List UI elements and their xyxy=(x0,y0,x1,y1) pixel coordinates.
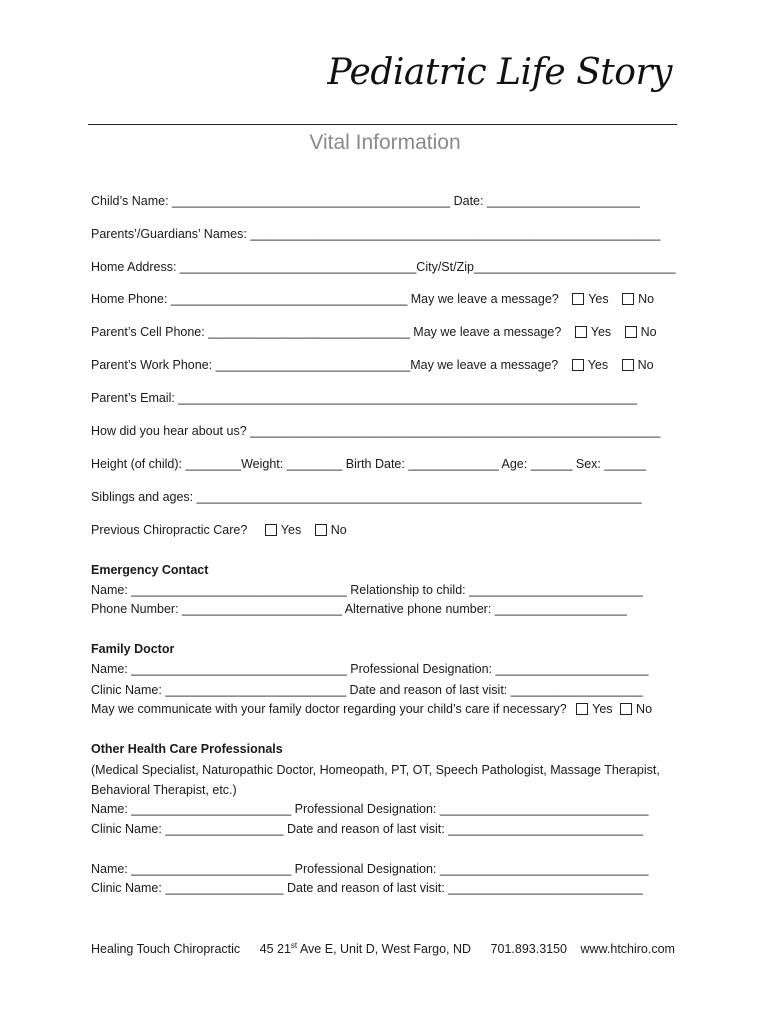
footer-phone: 701.893.3150 xyxy=(490,942,568,956)
professional-2-clinic-field[interactable]: Clinic Name: _________________ Date and reason of last visit: ____________________________ xyxy=(91,881,643,895)
work-phone-no-checkbox[interactable] xyxy=(622,359,634,371)
home-address-field[interactable]: Home Address: __________________________________City/St/Zip_____________________________ xyxy=(91,260,676,274)
no-label: No xyxy=(638,292,655,306)
footer-address-rest: Ave E, Unit D, West Fargo, ND xyxy=(297,942,472,956)
height-weight-field[interactable]: Height (of child): ________Weight: ________ Birth Date: _____________ Age: ______ Sex: ______ xyxy=(91,457,647,471)
yes-label: Yes xyxy=(590,325,612,339)
family-doctor-heading: Family Doctor xyxy=(91,642,175,656)
yes-label: Yes xyxy=(592,702,613,716)
professional-1-name-field[interactable]: Name: _______________________ Professional Designation: ______________________________ xyxy=(91,802,649,816)
referral-source-field[interactable]: How did you hear about us? ___________________________________________________________ xyxy=(91,424,661,438)
consent-no-checkbox[interactable] xyxy=(620,703,632,715)
footer-address xyxy=(260,942,471,956)
professional-2-name-field[interactable]: Name: _______________________ Professional Designation: ______________________________ xyxy=(91,862,649,876)
cell-phone-row xyxy=(91,324,657,340)
emergency-name-field[interactable]: Name: _______________________________ Relationship to child: _________________________ xyxy=(91,583,643,597)
footer xyxy=(91,942,675,956)
emergency-phone-field[interactable]: Phone Number: _______________________ Alternative phone number: ___________________ xyxy=(91,602,627,616)
doctor-consent-row xyxy=(91,701,652,717)
professional-1-clinic-field[interactable]: Clinic Name: _________________ Date and reason of last visit: ____________________________ xyxy=(91,822,643,836)
yes-label: Yes xyxy=(588,292,609,306)
previous-chiro-label: Previous Chiropractic Care? xyxy=(91,523,248,537)
form-subtitle: Vital Information xyxy=(309,131,461,154)
other-professionals-examples: (Medical Specialist, Naturopathic Doctor, Homeopath, PT, OT, Speech Pathologist, Massage Therapist, xyxy=(91,763,660,777)
other-professionals-examples-cont: Behavioral Therapist, etc.) xyxy=(91,783,237,797)
work-phone-row xyxy=(91,357,654,373)
title-divider xyxy=(88,124,677,125)
home-phone-row xyxy=(91,291,654,307)
consent-yes-checkbox[interactable] xyxy=(576,703,588,715)
form-title: Pediatric Life Story xyxy=(327,52,672,93)
yes-label: Yes xyxy=(280,523,302,537)
no-label: No xyxy=(330,523,347,537)
no-label: No xyxy=(640,325,657,339)
childs-name-field[interactable]: Child’s Name: ________________________________________ Date: ______________________ xyxy=(91,194,640,208)
home-phone-yes-checkbox[interactable] xyxy=(572,293,584,305)
work-phone-field[interactable]: Parent’s Work Phone: ____________________________May we leave a message? xyxy=(91,358,559,372)
emergency-contact-heading: Emergency Contact xyxy=(91,563,209,577)
guardians-names-field[interactable]: Parents’/Guardians’ Names: ___________________________________________________________ xyxy=(91,227,661,241)
footer-website[interactable]: www.htchiro.com xyxy=(580,942,675,956)
chiro-no-checkbox[interactable] xyxy=(315,524,327,536)
footer-address-number: 45 21 xyxy=(259,942,291,956)
doctor-clinic-field[interactable]: Clinic Name: __________________________ Date and reason of last visit: ___________________ xyxy=(91,683,643,697)
previous-chiro-row xyxy=(91,522,347,538)
home-phone-field[interactable]: Home Phone: __________________________________ May we leave a message? xyxy=(91,292,559,306)
cell-phone-no-checkbox[interactable] xyxy=(625,326,637,338)
yes-label: Yes xyxy=(587,358,609,372)
footer-business: Healing Touch Chiropractic xyxy=(91,942,241,956)
work-phone-yes-checkbox[interactable] xyxy=(572,359,584,371)
chiro-yes-checkbox[interactable] xyxy=(265,524,277,536)
cell-phone-yes-checkbox[interactable] xyxy=(575,326,587,338)
doctor-name-field[interactable]: Name: _______________________________ Professional Designation: ______________________ xyxy=(91,662,649,676)
home-phone-no-checkbox[interactable] xyxy=(622,293,634,305)
email-field[interactable]: Parent’s Email: __________________________________________________________________ xyxy=(91,391,638,405)
no-label: No xyxy=(637,358,654,372)
doctor-consent-label: May we communicate with your family doctor regarding your child’s care if necessary? xyxy=(91,702,567,716)
no-label: No xyxy=(636,702,653,716)
footer-address-suffix: st xyxy=(290,941,298,950)
other-professionals-heading: Other Health Care Professionals xyxy=(91,742,283,756)
siblings-field[interactable]: Siblings and ages: ________________________________________________________________ xyxy=(91,490,642,504)
cell-phone-field[interactable]: Parent’s Cell Phone: _____________________________ May we leave a message? xyxy=(91,325,562,339)
